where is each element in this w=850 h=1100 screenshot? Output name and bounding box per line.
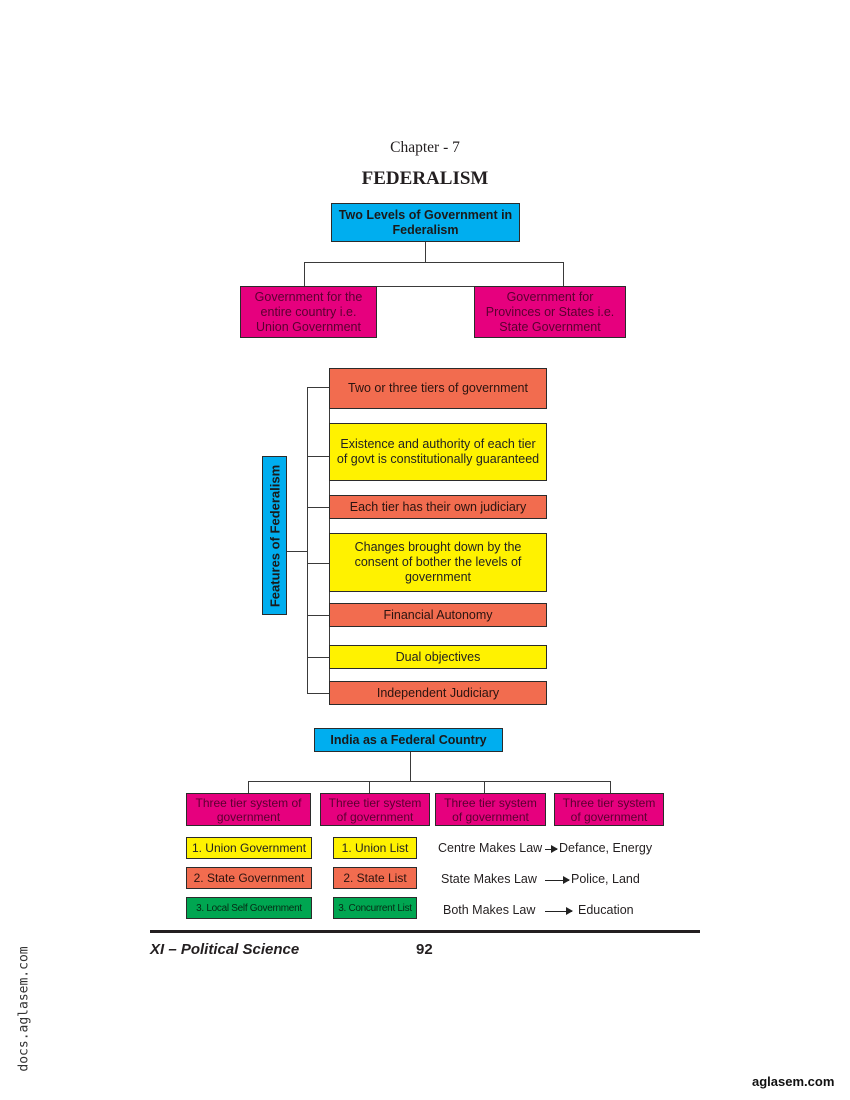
- connector-line: [425, 242, 426, 262]
- connector-line: [329, 481, 330, 495]
- feature-item: Financial Autonomy: [329, 603, 547, 627]
- features-label-box: [262, 456, 287, 615]
- feature-item: Changes brought down by the consent of bother the levels of government: [329, 533, 547, 592]
- feature-item: Each tier has their own judiciary: [329, 495, 547, 519]
- arrow-right-icon: [545, 880, 569, 881]
- government-item: 3. Local Self Government: [186, 897, 312, 919]
- connector-line: [248, 781, 611, 782]
- connector-line: [307, 615, 329, 616]
- feature-item: Two or three tiers of government: [329, 368, 547, 409]
- features-label: Features of Federalism: [267, 464, 282, 607]
- connector-line: [287, 551, 307, 552]
- connector-line: [304, 262, 564, 263]
- arrow-right-icon: [545, 911, 572, 912]
- state-government-box: Government for Provinces or States i.e. State Government: [474, 286, 626, 338]
- connector-line: [307, 563, 329, 564]
- connector-line: [329, 592, 330, 603]
- law-maker: State Makes Law: [441, 872, 537, 886]
- connector-line: [307, 693, 329, 694]
- chapter-label: Chapter - 7: [390, 139, 460, 156]
- two-levels-root-box: Two Levels of Government in Federalism: [331, 203, 520, 242]
- list-item: 2. State List: [333, 867, 417, 889]
- law-maker: Both Makes Law: [443, 903, 536, 917]
- connector-line: [410, 752, 411, 781]
- connector-line: [307, 507, 329, 508]
- tier-box: Three tier system of government: [435, 793, 546, 826]
- connector-line: [369, 781, 370, 793]
- law-subject: Education: [578, 903, 634, 917]
- connector-line: [329, 519, 330, 533]
- connector-line: [307, 387, 329, 388]
- footer-subject: XI – Political Science: [150, 941, 300, 958]
- connector-line: [307, 387, 308, 693]
- tier-box: Three tier system of government: [186, 793, 311, 826]
- side-watermark-text: docs.aglasem.com: [16, 946, 32, 1072]
- connector-line: [484, 781, 485, 793]
- brand-link[interactable]: aglasem.com: [752, 1074, 835, 1089]
- list-item: 3. Concurrent List: [333, 897, 417, 919]
- connector-line: [329, 627, 330, 645]
- page-number: 92: [416, 941, 433, 958]
- connector-line: [377, 286, 474, 287]
- connector-line: [307, 657, 329, 658]
- tier-box: Three tier system of government: [320, 793, 430, 826]
- feature-item: Existence and authority of each tier of govt is constitutionally guaranteed: [329, 423, 547, 481]
- side-watermark: [14, 929, 34, 1089]
- connector-line: [563, 262, 564, 286]
- tier-box: Three tier system of government: [554, 793, 664, 826]
- page-title: FEDERALISM: [361, 168, 489, 189]
- connector-line: [329, 409, 330, 423]
- footer-rule: [150, 930, 700, 933]
- india-title-box: India as a Federal Country: [314, 728, 503, 752]
- connector-line: [304, 262, 305, 286]
- connector-line: [329, 669, 330, 681]
- feature-item: Dual objectives: [329, 645, 547, 669]
- arrow-right-icon: [545, 849, 557, 850]
- government-item: 1. Union Government: [186, 837, 312, 859]
- law-subject: Defance, Energy: [559, 841, 653, 855]
- law-maker: Centre Makes Law: [438, 841, 543, 855]
- connector-line: [307, 456, 329, 457]
- connector-line: [248, 781, 249, 793]
- list-item: 1. Union List: [333, 837, 417, 859]
- government-item: 2. State Government: [186, 867, 312, 889]
- feature-item: Independent Judiciary: [329, 681, 547, 705]
- connector-line: [610, 781, 611, 793]
- union-government-box: Government for the entire country i.e. Union Government: [240, 286, 377, 338]
- law-subject: Police, Land: [571, 872, 640, 886]
